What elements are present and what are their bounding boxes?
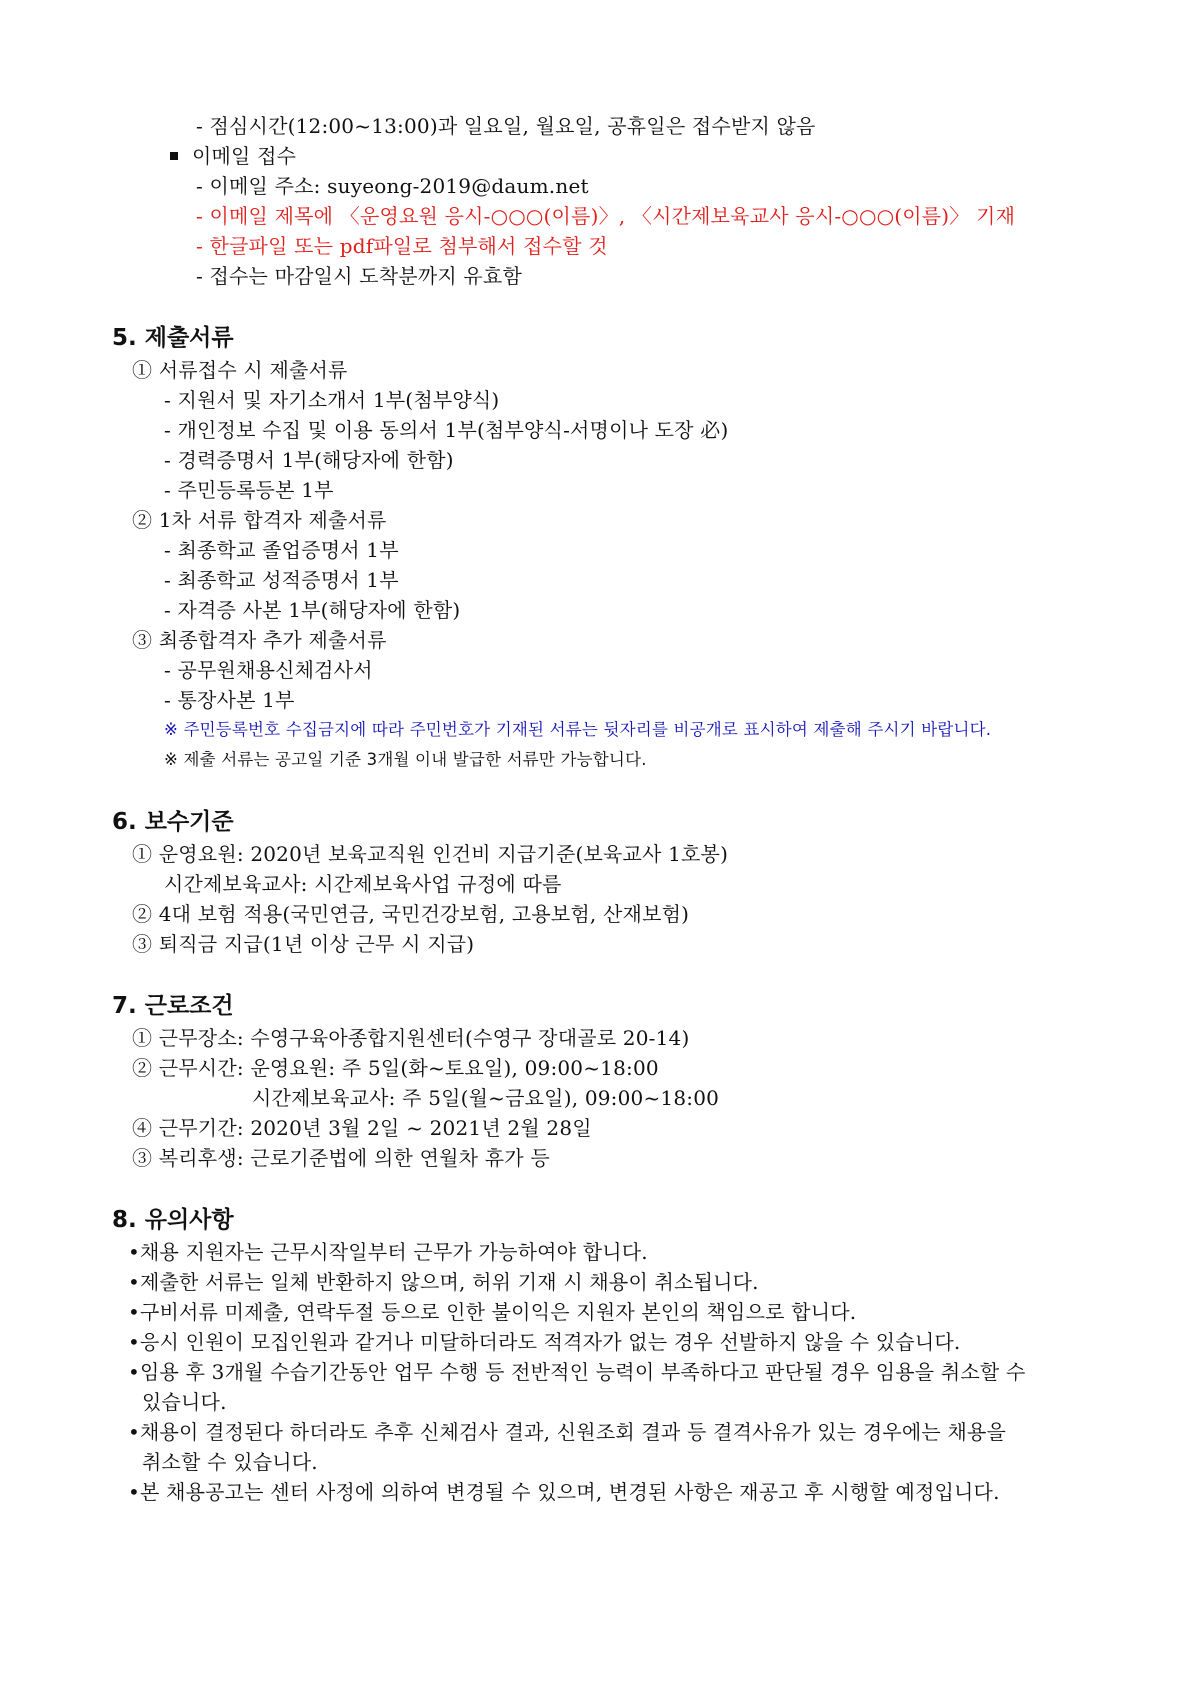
notice-bullet-3: •구비서류 미제출, 연락두절 등으로 인한 불이익은 지원자 본인의 책임으로 합니다.: [128, 1300, 857, 1324]
notice-bullet-1: •채용 지원자는 근무시작일부터 근무가 가능하여야 합니다.: [128, 1240, 648, 1264]
work-item-2: ② 근무시간: 운영요원: 주 5일(화~토요일), 09:00~18:00: [132, 1056, 659, 1080]
square-bullet-icon: [170, 152, 178, 160]
group3-title: ③ 최종합격자 추가 제출서류: [132, 628, 387, 652]
group3-item-2: - 통장사본 1부: [164, 688, 295, 712]
notice-bullet-5: •임용 후 3개월 수습기간동안 업무 수행 등 전반적인 능력이 부족하다고 판단될 경우 임용을 취소할 수: [128, 1360, 1026, 1384]
group1-item-3: - 경력증명서 1부(해당자에 한함): [164, 448, 454, 472]
email-deadline-rule: - 접수는 마감일시 도착분까지 유효함: [196, 264, 522, 288]
notice-bullet-6: •채용이 결정된다 하더라도 추후 신체검사 결과, 신원조회 결과 등 결격사유가 있는 경우에는 채용을: [128, 1420, 1007, 1444]
email-attach-rule: - 한글파일 또는 pdf파일로 첨부해서 접수할 것: [196, 234, 608, 258]
notice-bullet-6-cont: 취소할 수 있습니다.: [142, 1450, 318, 1474]
notice-bullet-5-cont: 있습니다.: [142, 1390, 227, 1414]
section-7-title: 7. 근로조건: [112, 993, 234, 1019]
pay-item-1: ① 운영요원: 2020년 보육교직원 인건비 지급기준(보육교사 1호봉): [132, 842, 729, 866]
group1-item-4: - 주민등록등본 1부: [164, 478, 334, 502]
group2-item-1: - 최종학교 졸업증명서 1부: [164, 538, 399, 562]
email-subject-rule: - 이메일 제목에 〈운영요원 응시-○○○(이름)〉, 〈시간제보육교사 응시-○○○(이름)〉 기재: [196, 204, 1016, 228]
notice-bullet-4: •응시 인원이 모집인원과 같거나 미달하더라도 적격자가 없는 경우 선발하지 않을 수 있습니다.: [128, 1330, 961, 1354]
group2-item-3: - 자격증 사본 1부(해당자에 한함): [164, 598, 461, 622]
pay-item-1b: 시간제보육교사: 시간제보육사업 규정에 따름: [164, 872, 562, 896]
section-5-title: 5. 제출서류: [112, 325, 234, 351]
email-address: - 이메일 주소: suyeong-2019@daum.net: [196, 174, 589, 198]
notice-bullet-2: •제출한 서류는 일체 반환하지 않으며, 허위 기재 시 채용이 취소됩니다.: [128, 1270, 759, 1294]
section-8-title: 8. 유의사항: [112, 1207, 234, 1233]
issue-date-note: ※ 제출 서류는 공고일 기준 3개월 이내 발급한 서류만 가능합니다.: [164, 750, 647, 769]
pay-item-3: ③ 퇴직금 지급(1년 이상 근무 시 지급): [132, 932, 475, 956]
group2-item-2: - 최종학교 성적증명서 1부: [164, 568, 399, 592]
notice-bullet-7: •본 채용공고는 센터 사정에 의하여 변경될 수 있으며, 변경된 사항은 재공고 후 시행할 예정입니다.: [128, 1480, 1000, 1504]
work-item-4: ③ 복리후생: 근로기준법에 의한 연월차 휴가 등: [132, 1146, 550, 1170]
email-receipt-label: [170, 144, 296, 168]
work-item-2b: 시간제보육교사: 주 5일(월~금요일), 09:00~18:00: [252, 1086, 720, 1110]
group2-title: ② 1차 서류 합격자 제출서류: [132, 508, 387, 532]
work-item-1: ① 근무장소: 수영구육아종합지원센터(수영구 장대골로 20-14): [132, 1026, 690, 1050]
email-receipt-text: 이메일 접수: [192, 144, 297, 168]
section-6-title: 6. 보수기준: [112, 809, 234, 835]
privacy-note: ※ 주민등록번호 수집금지에 따라 주민번호가 기재된 서류는 뒷자리를 비공개로 표시하여 제출해 주시기 바랍니다.: [164, 720, 992, 739]
pay-item-2: ② 4대 보험 적용(국민연금, 국민건강보험, 고용보험, 산재보험): [132, 902, 690, 926]
group1-item-1: - 지원서 및 자기소개서 1부(첨부양식): [164, 388, 500, 412]
lunch-note: - 점심시간(12:00~13:00)과 일요일, 월요일, 공휴일은 접수받지 않음: [196, 114, 816, 138]
group1-item-2: - 개인정보 수집 및 이용 동의서 1부(첨부양식-서명이나 도장 必): [164, 418, 729, 442]
work-item-3: ④ 근무기간: 2020년 3월 2일 ~ 2021년 2월 28일: [132, 1116, 592, 1140]
group1-title: ① 서류접수 시 제출서류: [132, 358, 348, 382]
group3-item-1: - 공무원채용신체검사서: [164, 658, 373, 682]
